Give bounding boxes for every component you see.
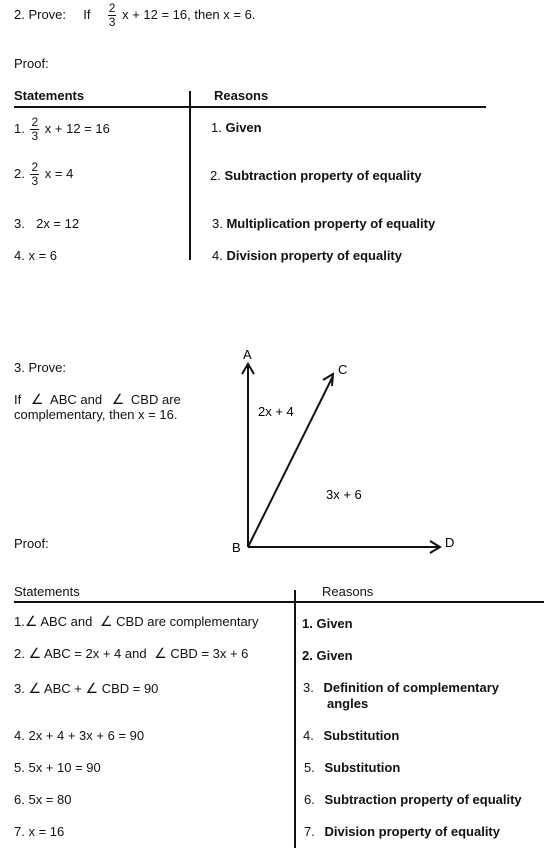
p2-heading: 2. Prove: (14, 6, 67, 22)
p2-table-header-rule (14, 106, 486, 108)
reason-text: Substitution (323, 728, 400, 743)
p2-statement-3 (14, 216, 79, 231)
statement-text: x = 4 (44, 165, 74, 181)
statement-part: ABC and (40, 614, 93, 629)
reason-number: 6. (304, 792, 315, 807)
statement-text: x = 6 (28, 248, 58, 263)
row-number: 3. (14, 681, 25, 696)
statement-fraction (30, 161, 39, 188)
row-number: 6. (14, 792, 25, 807)
p2-equation: x + 12 = 16, then x = 6. (122, 6, 256, 22)
fraction-numerator: 2 (31, 160, 39, 174)
p2-statement-2 (14, 161, 73, 188)
p3-hypothesis-line1 (14, 391, 181, 408)
p3-hypothesis-line2: complementary, then x = 16. (14, 407, 178, 422)
reason-text: Division property of equality (324, 824, 500, 839)
reason-number: 7. (304, 824, 315, 839)
p2-statement-1 (14, 116, 110, 143)
p2-col-reasons: Reasons (214, 88, 269, 103)
statement-part: ABC = 2x + 4 and (43, 646, 147, 661)
reason-text: Definition of complementary (323, 680, 499, 695)
p2-if: If (83, 6, 91, 22)
p3-statement-3 (14, 680, 158, 697)
angle-icon: ∠ (111, 391, 125, 407)
reason-number: 2. (302, 648, 313, 663)
row-number: 1. (14, 614, 25, 629)
p3-statement-1 (14, 613, 259, 630)
reason-text: Division property of equality (226, 248, 402, 263)
fraction-numerator: 2 (108, 1, 116, 15)
reason-number: 1. (302, 616, 313, 631)
angle-icon: ∠ (85, 680, 99, 696)
p3-reason-5 (304, 760, 400, 775)
statement-text: 2x = 12 (36, 216, 80, 231)
row-number: 3. (14, 216, 25, 231)
p3-statement-7 (14, 824, 64, 839)
p3-proof-label: Proof: (14, 536, 49, 551)
reason-text: Given (316, 648, 353, 663)
label-a: A (243, 347, 252, 362)
reason-text: Subtraction property of equality (224, 168, 422, 183)
statement-fraction (30, 116, 39, 143)
reason-number: 3. (303, 680, 314, 695)
row-number: 5. (14, 760, 25, 775)
row-number: 4. (14, 248, 25, 263)
statement-text: x + 12 = 16 (44, 120, 110, 136)
angle-diagram (225, 344, 475, 564)
p2-heading-line (14, 2, 255, 29)
statement-text: 5x = 80 (28, 792, 72, 807)
statement-part: CBD = 3x + 6 (170, 646, 249, 661)
p3-statement-5 (14, 760, 101, 775)
reason-number: 2. (210, 168, 221, 183)
p2-fraction (108, 2, 117, 29)
angle-icon: ∠ (99, 613, 113, 629)
row-number: 4. (14, 728, 25, 743)
label-d: D (445, 535, 455, 550)
fraction-denominator: 3 (31, 174, 39, 188)
p3-statement-2 (14, 645, 248, 662)
angle-icon: ∠ (154, 645, 167, 661)
reason-text: Multiplication property of equality (226, 216, 436, 231)
p2-reason-3 (212, 216, 435, 231)
fraction-denominator: 3 (31, 129, 39, 143)
reason-text: Given (225, 120, 262, 135)
reason-number: 5. (304, 760, 315, 775)
statement-part: CBD are complementary (116, 614, 259, 629)
hypothesis-cbd: CBD are (130, 392, 181, 407)
reason-text: Given (316, 616, 353, 631)
p3-statement-6 (14, 792, 71, 807)
p2-col-statements: Statements (14, 88, 85, 103)
p3-col-statements: Statements (14, 584, 80, 599)
angle-icon: ∠ (30, 391, 44, 407)
p3-reason-1 (302, 616, 353, 631)
statement-text: 2x + 4 + 3x + 6 = 90 (28, 728, 145, 743)
p3-reason-7 (304, 824, 500, 839)
label-c: C (338, 362, 348, 377)
hypothesis-abc: ABC and (50, 392, 103, 407)
p3-table-header-rule (14, 601, 544, 603)
angle-icon: ∠ (28, 680, 42, 696)
p3-statement-4 (14, 728, 144, 743)
label-b: B (232, 540, 241, 555)
reason-number: 3. (212, 216, 223, 231)
p3-reason-3 (303, 680, 499, 695)
angle-icon: ∠ (28, 645, 42, 661)
p2-reason-2 (210, 168, 422, 183)
fraction-denominator: 3 (108, 15, 116, 29)
row-number: 2. (14, 646, 25, 661)
statement-text: x = 16 (28, 824, 65, 839)
reason-number: 1. (211, 120, 222, 135)
p3-reason-6 (304, 792, 522, 807)
expr-abc: 2x + 4 (258, 404, 294, 419)
row-number: 7. (14, 824, 25, 839)
expr-cbd: 3x + 6 (326, 487, 362, 502)
reason-text: Subtraction property of equality (324, 792, 522, 807)
p2-statement-4 (14, 248, 57, 263)
reason-number: 4. (212, 248, 223, 263)
p2-reason-4 (212, 248, 402, 263)
statement-part: CBD = 90 (101, 681, 159, 696)
row-number: 1. (14, 120, 25, 136)
row-number: 2. (14, 165, 25, 181)
p3-reason-2 (302, 648, 353, 663)
p3-col-reasons: Reasons (322, 584, 374, 599)
p3-reason-3-cont: angles (327, 696, 369, 711)
p2-reason-1 (211, 120, 262, 135)
statement-part: ABC + (43, 681, 82, 696)
reason-number: 4. (303, 728, 314, 743)
fraction-numerator: 2 (31, 115, 39, 129)
ray-bc (248, 376, 333, 547)
p3-heading: 3. Prove: (14, 360, 67, 375)
p2-table-divider (189, 91, 191, 260)
p3-reason-4 (303, 728, 399, 743)
if-word: If (14, 392, 22, 407)
p3-table-divider (294, 590, 296, 848)
angle-icon: ∠ (24, 613, 38, 629)
reason-text: Substitution (324, 760, 401, 775)
statement-text: 5x + 10 = 90 (28, 760, 101, 775)
p2-proof-label: Proof: (14, 56, 49, 71)
